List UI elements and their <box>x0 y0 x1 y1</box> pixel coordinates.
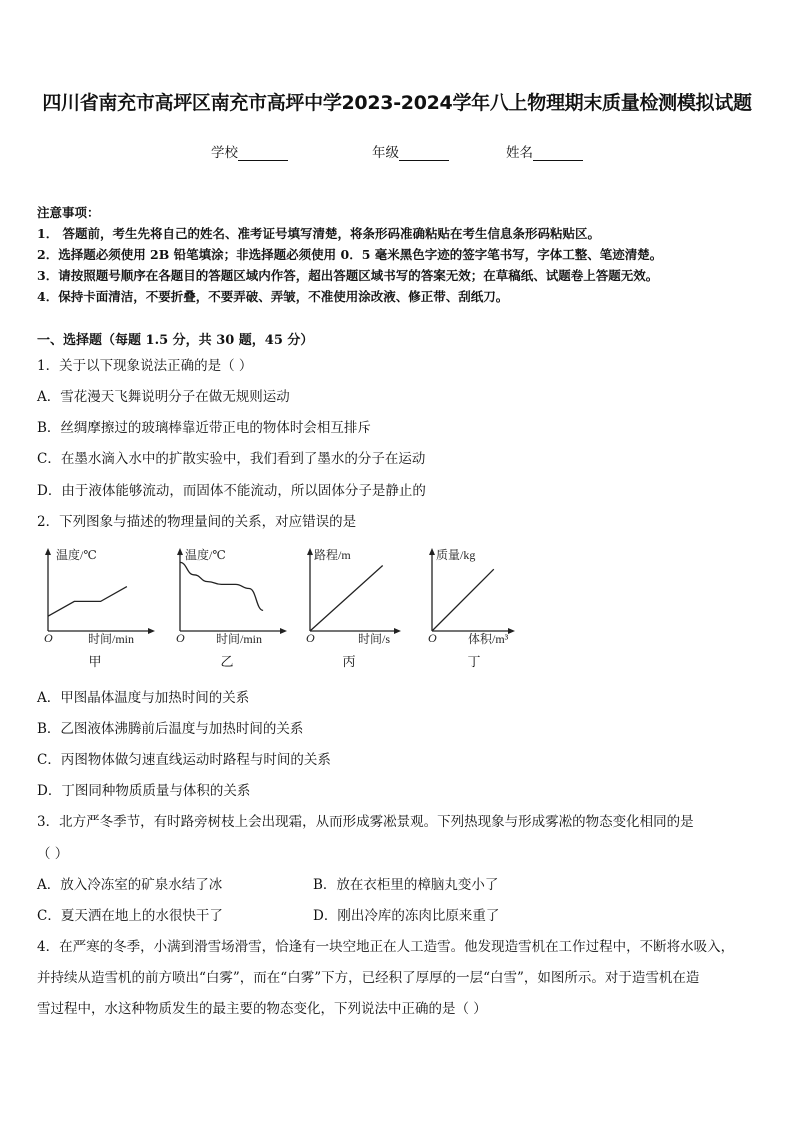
origin-label: O <box>428 631 437 645</box>
name-label: 姓名 <box>506 145 533 161</box>
graph-yi <box>172 545 292 674</box>
x-arrow <box>148 628 155 634</box>
notice-heading: 注意事项： <box>37 205 100 220</box>
q4-line: 雪过程中，水这种物质发生的最主要的物态变化，下列说法中正确的是（ ） <box>37 1001 487 1017</box>
graph-ding <box>424 545 544 674</box>
origin-label: O <box>176 631 185 645</box>
grade-blank <box>399 146 449 161</box>
origin-label: O <box>306 631 315 645</box>
grade-label: 年级 <box>372 145 399 161</box>
q2-option-c: C．丙图物体做匀速直线运动时路程与时间的关系 <box>37 752 331 768</box>
name-field <box>506 141 583 161</box>
figure-label: 乙 <box>220 655 234 670</box>
y-axis-label: 路程/m <box>314 548 351 562</box>
series-line <box>310 566 383 632</box>
q1-option-d: D．由于液体能够流动，而固体不能流动，所以固体分子是静止的 <box>37 483 426 499</box>
x-axis-label: 时间/s <box>358 632 391 646</box>
y-arrow <box>177 548 183 555</box>
page-title: 四川省南充市高坪区南充市高坪中学2023-2024学年八上物理期末质量检测模拟试题 <box>42 92 752 114</box>
q1-stem: 1．关于以下现象说法正确的是（ ） <box>37 358 253 374</box>
notice-item: 4．保持卡面清洁，不要折叠，不要弄破、弄皱，不准使用涂改液、修正带、刮纸刀。 <box>37 289 509 304</box>
graph-bing <box>302 545 422 674</box>
figure-label: 丙 <box>342 655 356 670</box>
series-line <box>432 569 494 631</box>
y-axis-label: 温度/℃ <box>56 548 97 562</box>
q2-option-a: A．甲图晶体温度与加热时间的关系 <box>37 690 250 706</box>
x-axis-label: 体积/m³ <box>468 632 509 646</box>
q1-option-c: C．在墨水滴入水中的扩散实验中，我们看到了墨水的分子在运动 <box>37 451 426 467</box>
school-field <box>211 141 288 161</box>
x-arrow <box>280 628 287 634</box>
q3-option-c: C．夏天洒在地上的水很快干了 <box>37 908 223 924</box>
origin-label: O <box>44 631 53 645</box>
name-blank <box>533 146 583 161</box>
q3-stem: 3．北方严冬季节，有时路旁树枝上会出现霜，从而形成雾凇景观。下列热现象与形成雾凇的物态变化相同的是 <box>37 814 694 830</box>
section-heading: 一、选择题（每题 1.5 分，共 30 题，45 分） <box>37 333 314 348</box>
q3-option-b: B．放在衣柜里的樟脑丸变小了 <box>313 877 499 893</box>
q3-option-a: A．放入冷冻室的矿泉水结了冰 <box>37 877 223 893</box>
q1-option-a: A．雪花漫天飞舞说明分子在做无规则运动 <box>37 389 290 405</box>
x-arrow <box>508 628 515 634</box>
x-axis-label: 时间/min <box>88 632 135 646</box>
grade-field <box>372 141 449 161</box>
series-curve <box>180 562 263 610</box>
q3-option-d: D．刚出冷库的冻肉比原来重了 <box>313 908 500 924</box>
graph-jia <box>40 545 160 674</box>
x-arrow <box>394 628 401 634</box>
q4-line: 并持续从造雪机的前方喷出“白雾”，而在“白雾”下方，已经积了厚厚的一层“白雪”，如图所示。对于造雪机在造 <box>37 970 700 986</box>
notice-item: 3．请按照题号顺序在各题目的答题区域内作答，超出答题区域书写的答案无效；在草稿纸、试题卷上答题无效。 <box>37 268 659 283</box>
q3-bracket: （ ） <box>37 846 69 862</box>
q2-option-b: B．乙图液体沸腾前后温度与加热时间的关系 <box>37 721 304 737</box>
notice-item: 2．选择题必须使用 2B 铅笔填涂；非选择题必须使用 0．5 毫米黑色字迹的签字笔书写，字体工整、笔迹清楚。 <box>37 247 663 262</box>
notice-item: 1． 答题前，考生先将自己的姓名、准考证号填写清楚，将条形码准确粘贴在考生信息条形码粘贴区。 <box>37 226 601 241</box>
y-arrow <box>45 548 51 555</box>
y-arrow <box>429 548 435 555</box>
q1-option-b: B．丝绸摩擦过的玻璃棒靠近带正电的物体时会相互排斥 <box>37 420 371 436</box>
figure-label: 甲 <box>88 655 102 670</box>
x-axis-label: 时间/min <box>216 632 263 646</box>
y-arrow <box>307 548 313 555</box>
series-line <box>48 587 127 617</box>
q2-stem: 2．下列图象与描述的物理量间的关系，对应错误的是 <box>37 514 357 530</box>
school-label: 学校 <box>211 145 238 161</box>
y-axis-label: 温度/℃ <box>185 548 226 562</box>
q4-line: 4．在严寒的冬季，小满到滑雪场滑雪，恰逢有一块空地正在人工造雪。他发现造雪机在工作过程中，不断将水吸入， <box>37 939 735 955</box>
school-blank <box>238 146 288 161</box>
q2-option-d: D．丁图同种物质质量与体积的关系 <box>37 783 251 799</box>
figure-label: 丁 <box>467 655 481 670</box>
y-axis-label: 质量/kg <box>436 548 476 562</box>
